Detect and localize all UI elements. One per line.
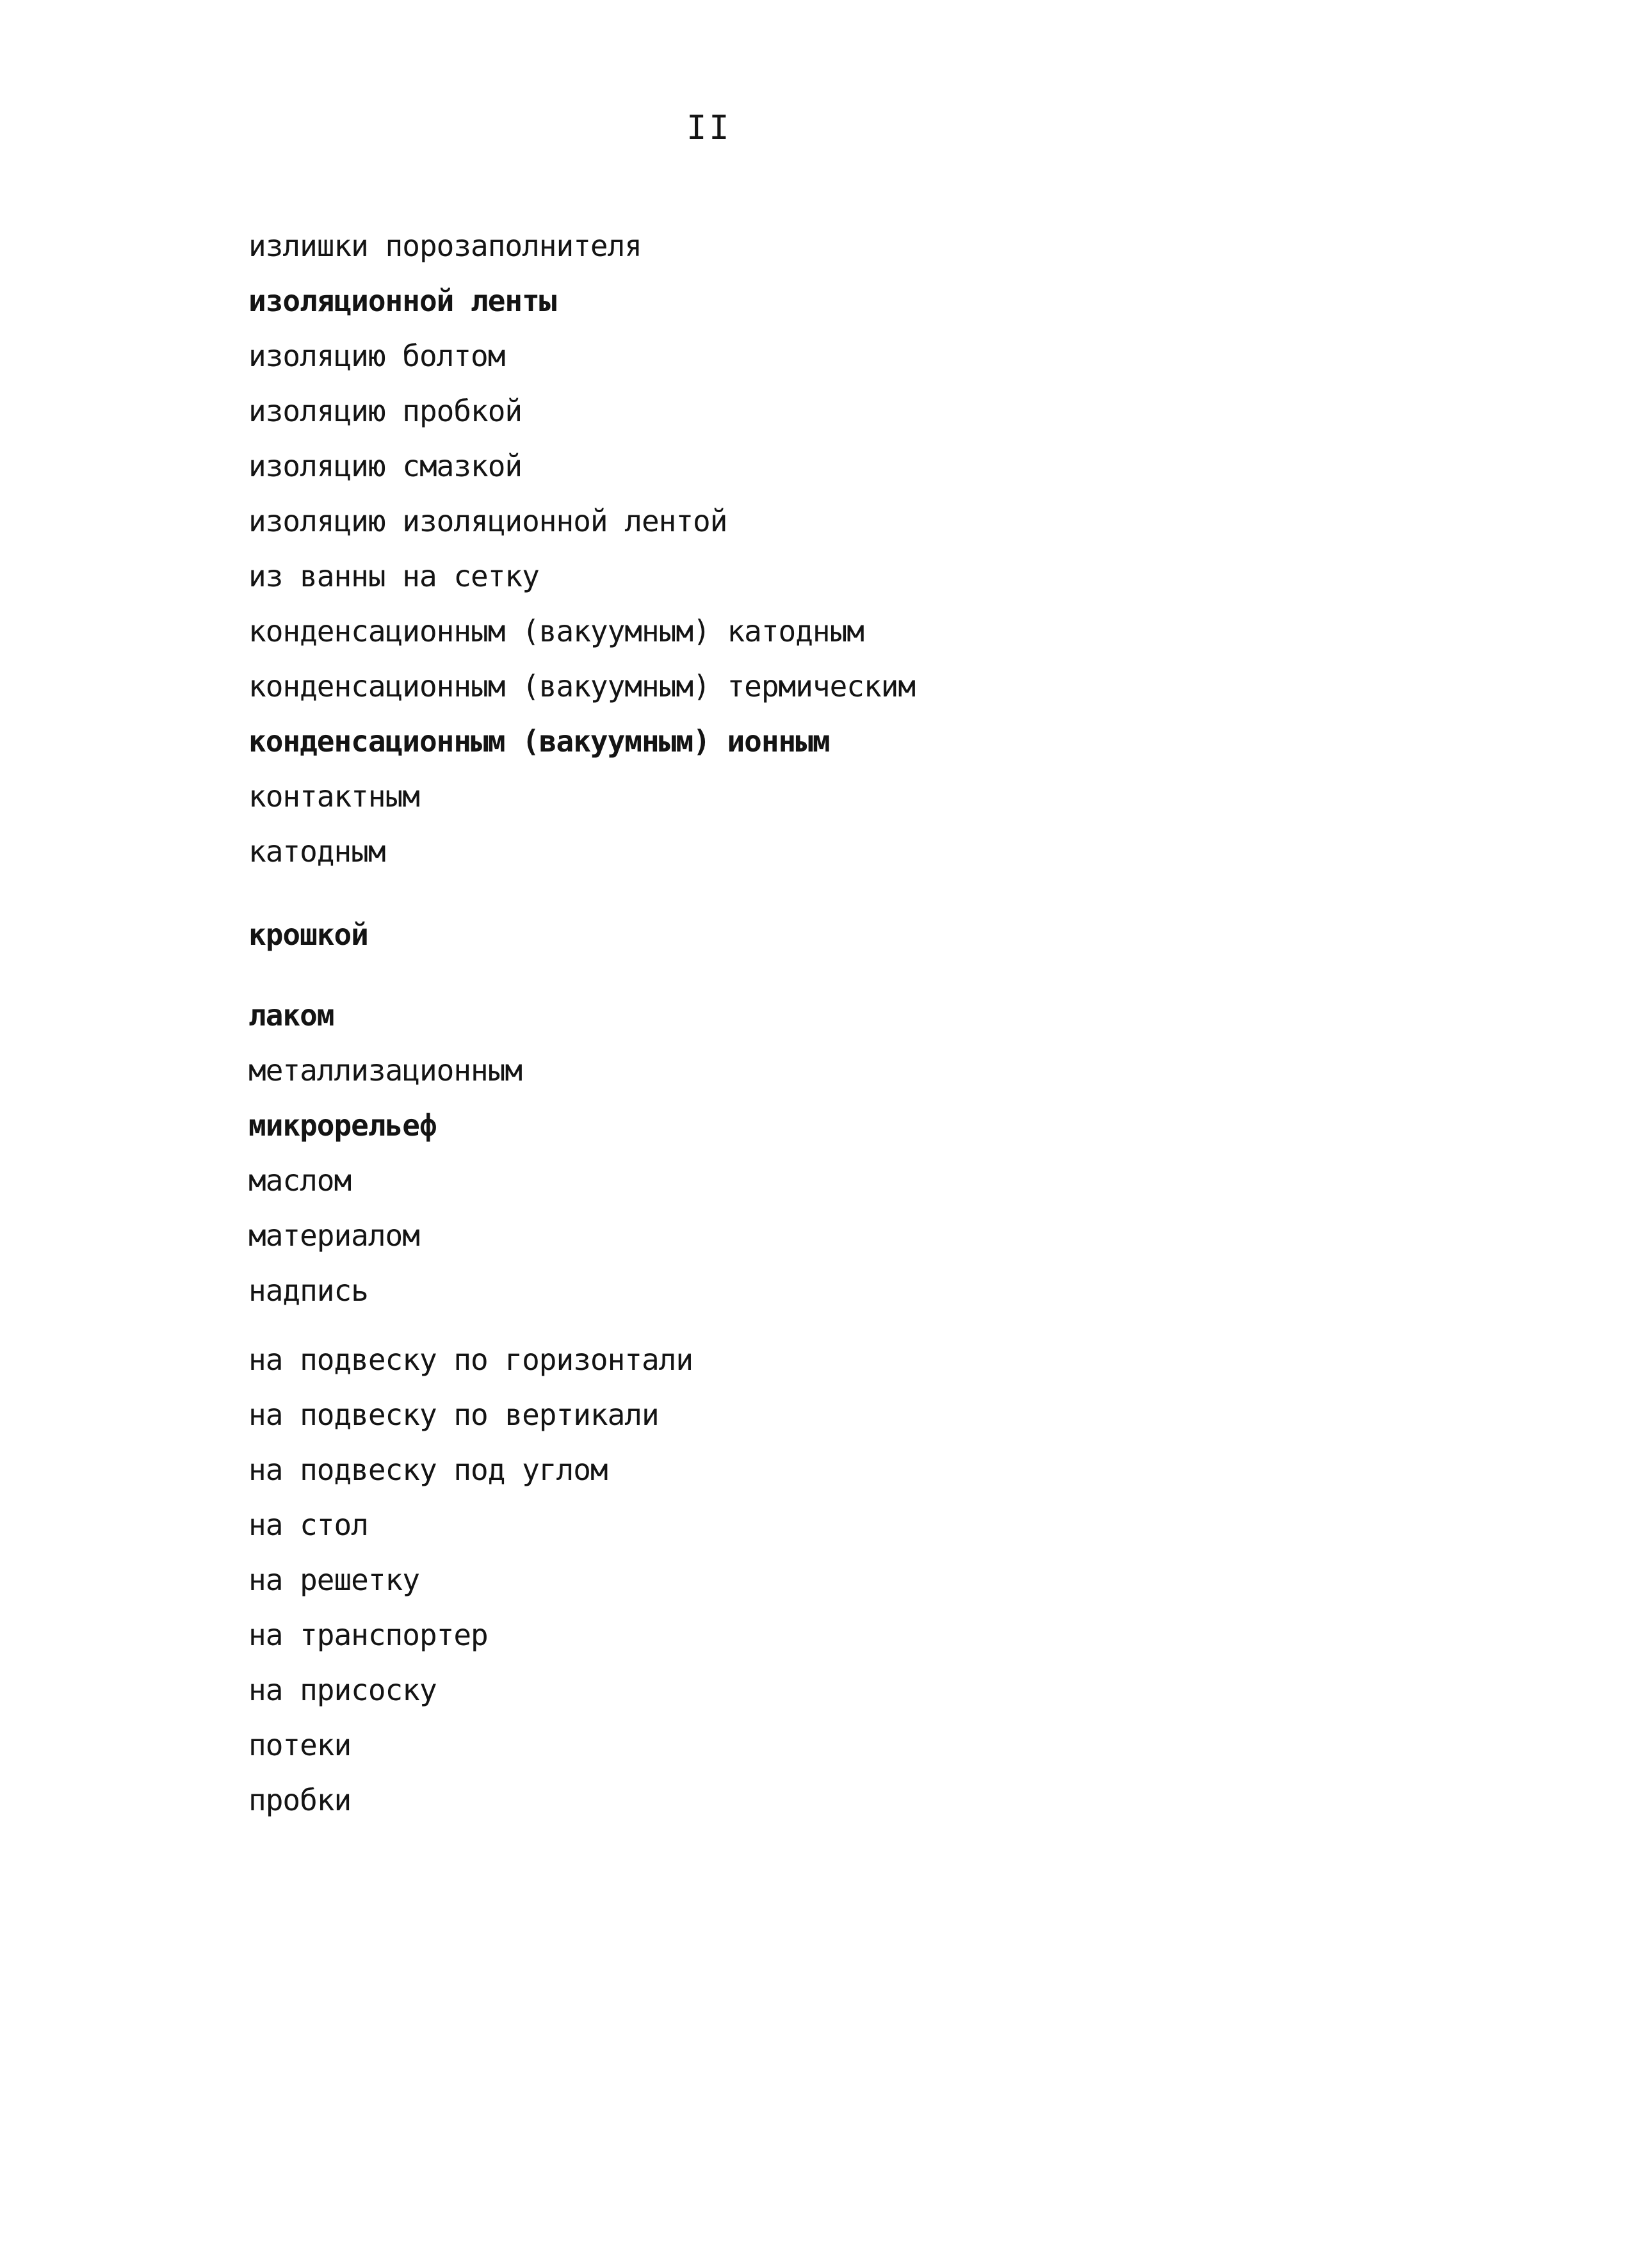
term-item: конденсационным (вакуумным) катодным <box>248 614 864 648</box>
term-item: катодным <box>248 834 385 869</box>
term-item: на подвеску под углом <box>248 1452 608 1487</box>
term-item: конденсационным (вакуумным) термическим <box>248 669 916 704</box>
term-item: на подвеску по вертикали <box>248 1397 659 1432</box>
term-item: лаком <box>248 998 334 1033</box>
term-item: крошкой <box>248 917 368 952</box>
term-item: изоляцию изоляционной лентой <box>248 504 727 538</box>
term-item: на присоску <box>248 1673 437 1707</box>
term-item: изоляцию смазкой <box>248 449 523 483</box>
term-item: на стол <box>248 1508 368 1542</box>
term-item: микрорельеф <box>248 1108 437 1143</box>
term-item: материалом <box>248 1218 419 1253</box>
term-item: пробки <box>248 1783 352 1817</box>
term-item: маслом <box>248 1163 352 1198</box>
term-item: контактным <box>248 779 419 814</box>
term-item: на транспортер <box>248 1618 488 1652</box>
term-item: изоляцию пробкой <box>248 394 523 428</box>
term-item: на решетку <box>248 1563 419 1597</box>
term-item: надпись <box>248 1273 368 1308</box>
term-item: металлизационным <box>248 1053 523 1088</box>
term-item: изоляцию болтом <box>248 339 505 373</box>
term-item: изоляционной ленты <box>248 284 556 318</box>
term-item: излишки порозаполнителя <box>248 229 642 263</box>
term-item: конденсационным (вакуумным) ионным <box>248 724 830 759</box>
page-number: II <box>686 109 732 147</box>
term-item: из ванны на сетку <box>248 559 539 593</box>
term-item: потеки <box>248 1728 352 1762</box>
term-item: на подвеску по горизонтали <box>248 1342 693 1377</box>
